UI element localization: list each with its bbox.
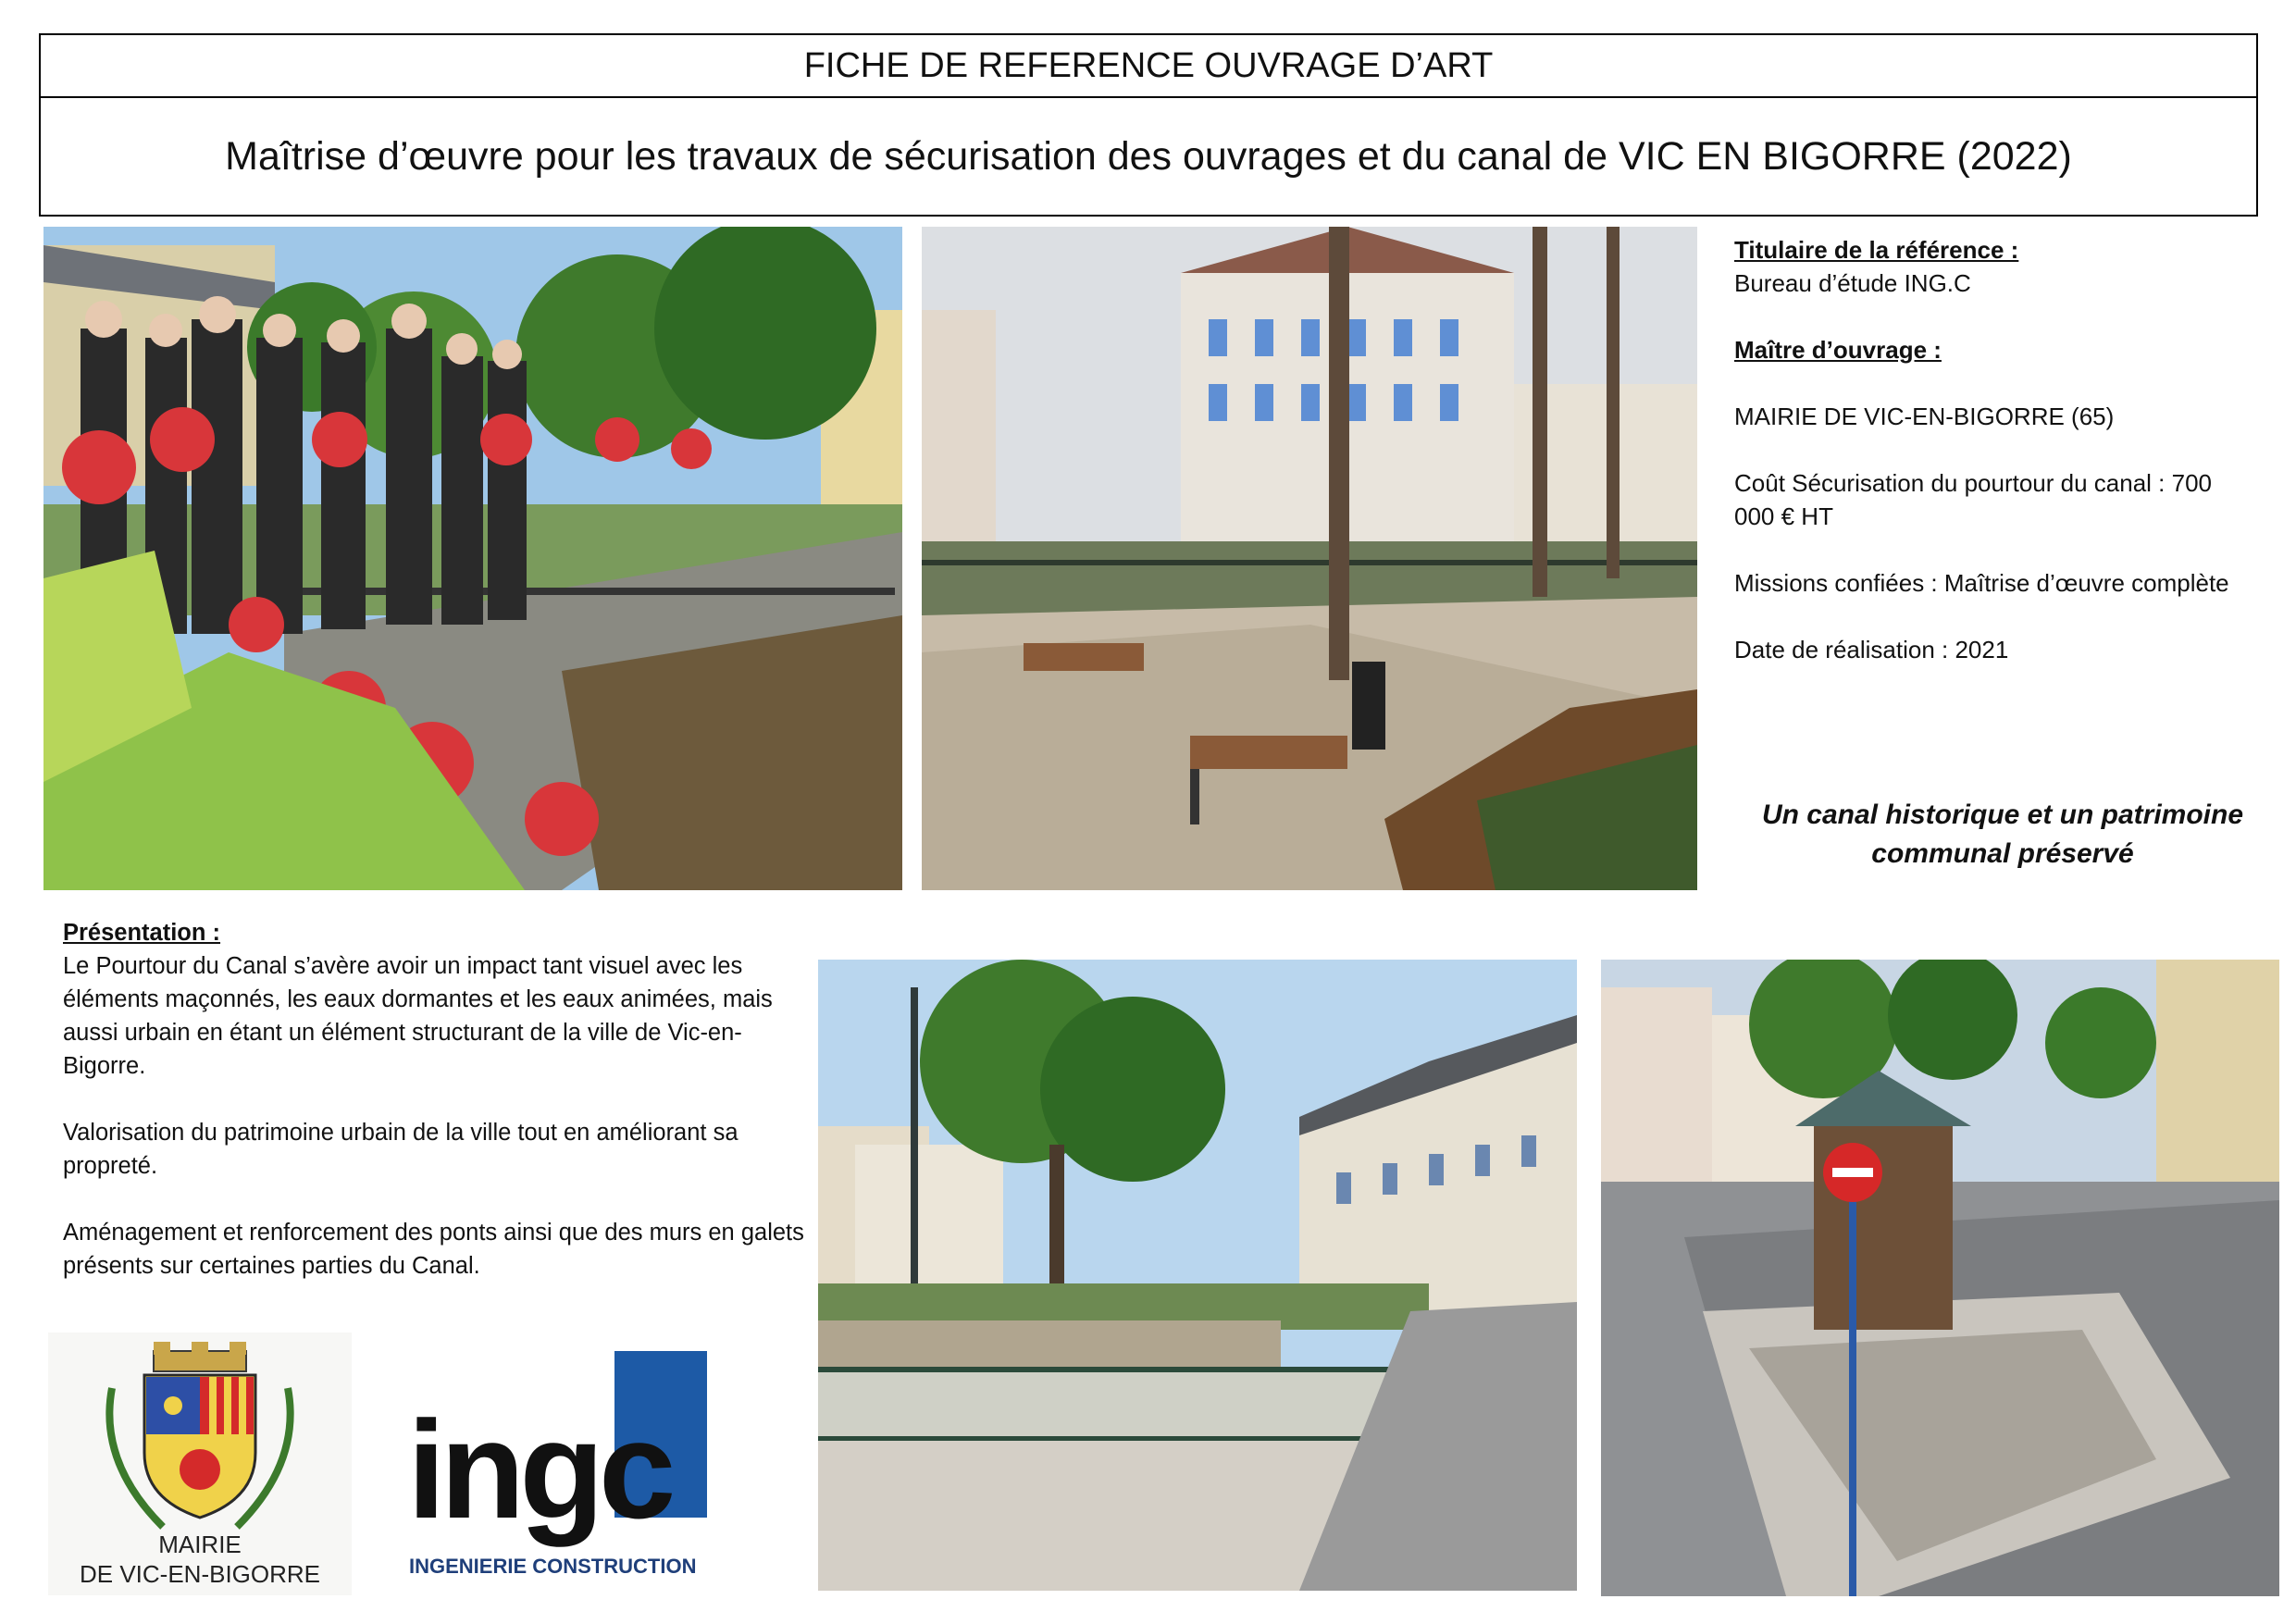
photo-bridge-officials [43, 227, 902, 890]
owner-value: MAIRIE DE VIC-EN-BIGORRE (65) [1734, 403, 2115, 430]
photo-canal-benches [922, 227, 1697, 890]
photo-kiosk-street [1601, 960, 2279, 1596]
coat-of-arms-icon [48, 1333, 352, 1595]
ingc-logo-icon [400, 1342, 714, 1582]
mairie-logo-line1: MAIRIE [158, 1531, 242, 1558]
project-title: Maîtrise d’œuvre pour les travaux de sécurisation des ouvrages et du canal de VIC EN BIGORRE (2022) [39, 96, 2258, 217]
reference-info [1734, 233, 2253, 666]
cost-line: Coût Sécurisation du pourtour du canal : 700 000 € HT [1734, 469, 2213, 530]
holder-value: Bureau d’étude ING.C [1734, 269, 1971, 297]
presentation-paragraph-3: Aménagement et renforcement des ponts ainsi que des murs en galets présents sur certaines parties du Canal. [63, 1220, 804, 1279]
owner-label: Maître d’ouvrage : [1734, 336, 1942, 364]
presentation-paragraph-2: Valorisation du patrimoine urbain de la ville tout en améliorant sa propreté. [63, 1120, 738, 1179]
mairie-logo [48, 1333, 352, 1595]
presentation-paragraph-1: Le Pourtour du Canal s’avère avoir un impact tant visuel avec les éléments maçonnés, les eaux dormantes et les eaux animées, mais aussi urbain en étant un élément structurant de la ville de Vic-en-Bigorre. [63, 953, 773, 1079]
presentation-label: Présentation : [63, 920, 221, 946]
tagline: Un canal historique et un patrimoine communal préservé [1761, 800, 2244, 869]
date-line: Date de réalisation : 2021 [1734, 636, 2009, 663]
ingc-wordmark: ingc [407, 1392, 671, 1547]
presentation [63, 916, 822, 1283]
ingc-tagline: INGENIERIE CONSTRUCTION [409, 1555, 697, 1578]
holder-label: Titulaire de la référence : [1734, 236, 2019, 264]
sheet-title: FICHE DE REFERENCE OUVRAGE D’ART [39, 33, 2258, 98]
missions-line: Missions confiées : Maîtrise d’œuvre complète [1734, 569, 2229, 597]
photo-square-canal [818, 960, 1577, 1591]
ingc-logo [400, 1342, 714, 1582]
mairie-logo-line2: DE VIC-EN-BIGORRE [79, 1560, 321, 1588]
